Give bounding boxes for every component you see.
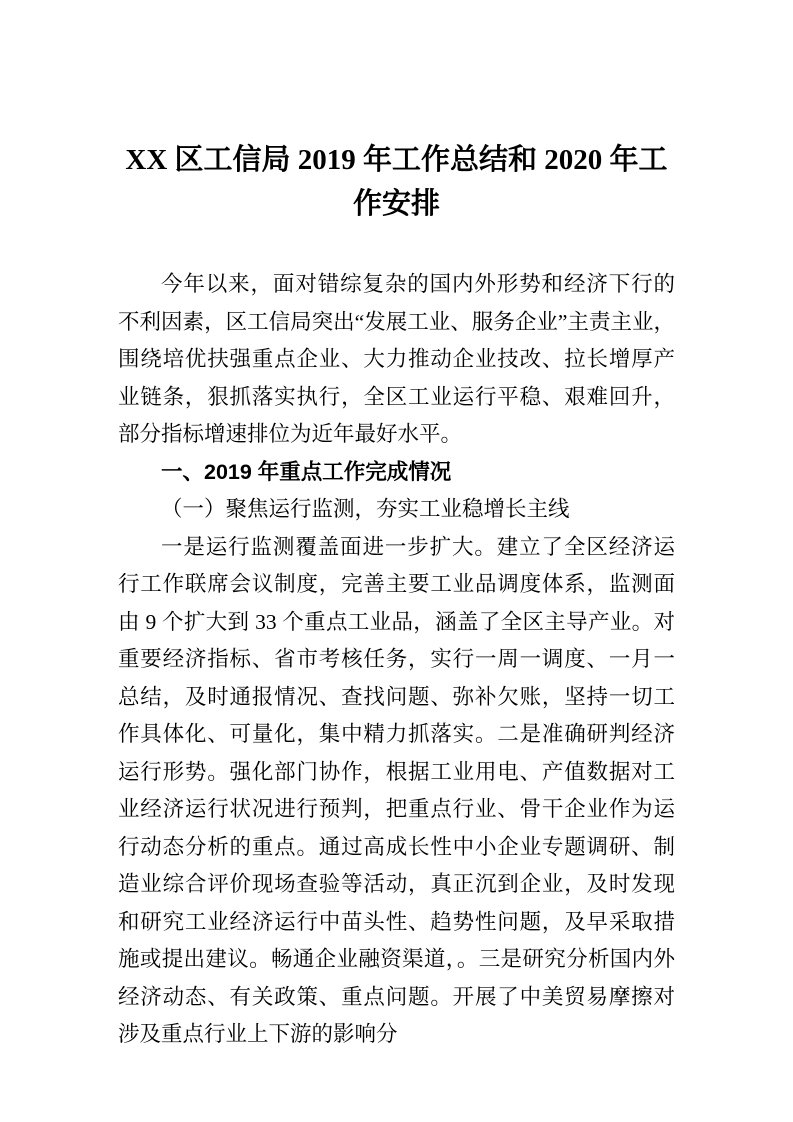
subsection-heading-1-1: （一）聚焦运行监测，夯实工业稳增长主线 [161,497,570,521]
document-body [118,266,675,1054]
section-heading-1: 一、2019 年重点工作完成情况 [161,459,452,484]
document-title: XX 区工信局 2019 年工作总结和 2020 年工作安排 [125,144,668,220]
intro-paragraph: 今年以来，面对错综复杂的国内外形势和经济下行的不利因素，区工信局突出“发展工业、服务企业”主责主业，围绕培优扶强重点企业、大力推动企业技改、拉长增厚产业链条，狠抓落实执行，全区工业运行平稳、艰难回升，部分指标增速排位为近年最好水平。 [118,272,675,446]
subsection-paragraph-1-1: 一是运行监测覆盖面进一步扩大。建立了全区经济运行工作联席会议制度，完善主要工业品调度体系，监测面由 9 个扩大到 33 个重点工业品，涵盖了全区主导产业。对重要经济指标、省市考核任务，实行一周一调度、一月一总结，及时通报情况、查找问题、弥补欠账，坚持一切工作具体化、可量化，集中精力抓落实。二是准确研判经济运行形势。强化部门协作，根据工业用电、产值数据对工业经济运行状况进行预判，把重点行业、骨干企业作为运行动态分析的重点。通过高成长性中小企业专题调研、制造业综合评价现场查验等活动，真正沉到企业，及时发现和研究工业经济运行中苗头性、趋势性问题，及早采取措施或提出建议。畅通企业融资渠道，。三是研究分析国内外经济动态、有关政策、重点问题。开展了中美贸易摩擦对涉及重点行业上下游的影响分 [118,534,675,1046]
